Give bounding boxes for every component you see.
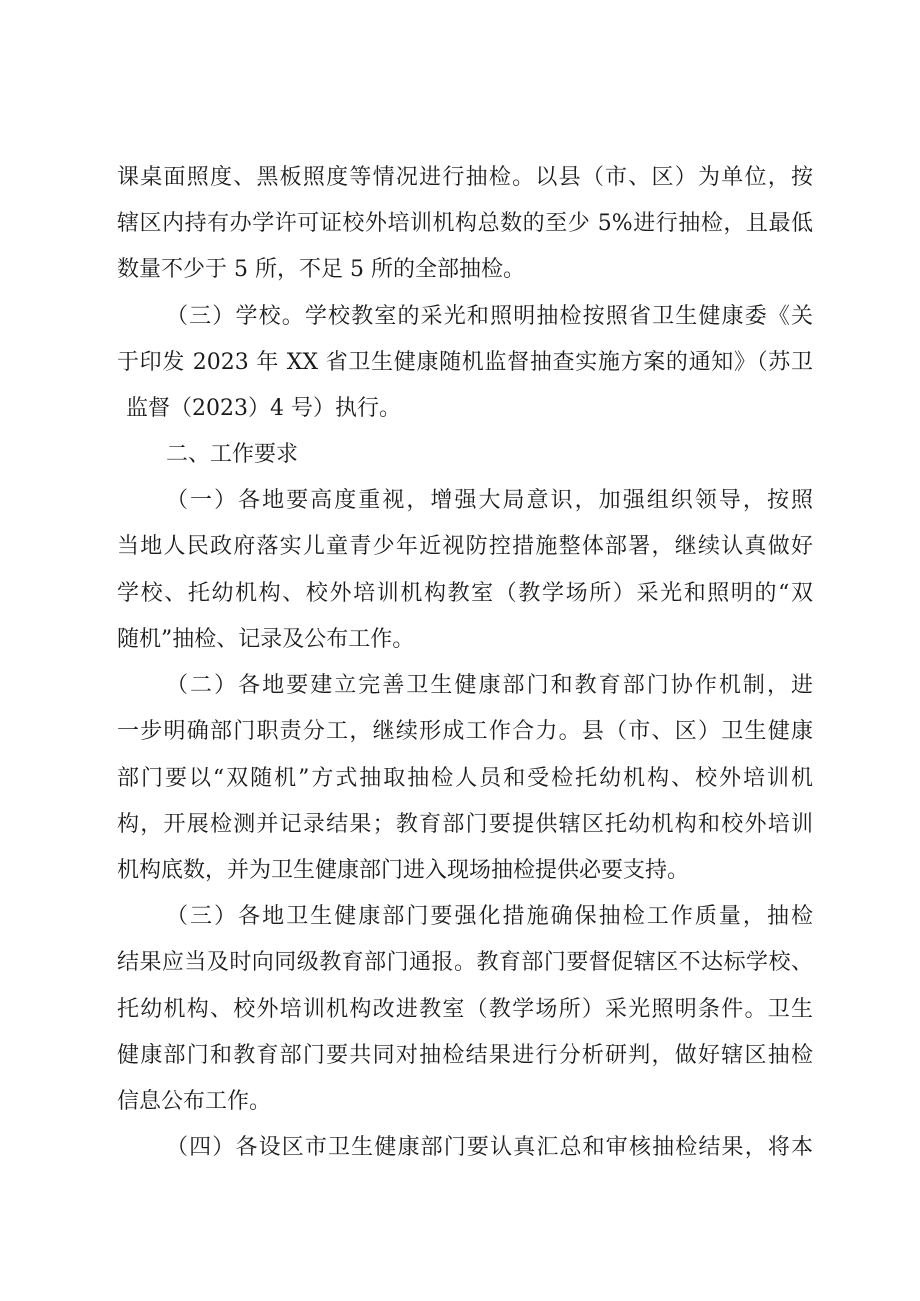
text-line: 结果应当及时向同级教育部门通报。教育部门要督促辖区不达标学校、 <box>117 950 813 975</box>
text-line: 一步明确部门职责分工，继续形成工作合力。县（市、区）卫生健康 <box>117 719 813 744</box>
text-line: 机构底数，并为卫生健康部门进入现场抽检提供必要支持。 <box>117 858 690 883</box>
paragraph-first-line: （三）各地卫生健康部门要强化措施确保抽检工作质量，抽检 <box>166 904 813 929</box>
text-line: 托幼机构、校外培训机构改进教室（教学场所）采光照明条件。卫生 <box>117 997 813 1022</box>
text-line: 课桌面照度、黑板照度等情况进行抽检。以县（市、区）为单位，按 <box>117 165 813 190</box>
paragraph-first-line: （四）各设区市卫生健康部门要认真汇总和审核抽检结果，将本 <box>166 1135 813 1160</box>
paragraph-first-line: （一）各地要高度重视，增强大局意识，加强组织领导，按照 <box>166 488 813 513</box>
text-line: 监督（2023）4 号）执行。 <box>126 396 401 421</box>
text-line: 当地人民政府落实儿童青少年近视防控措施整体部署，继续认真做好 <box>117 534 813 559</box>
text-line: 部门要以“双随机”方式抽取抽检人员和受检托幼机构、校外培训机 <box>117 766 813 791</box>
text-line: 于印发 2023 年 XX 省卫生健康随机监督抽查实施方案的通知》（苏卫 <box>117 350 813 375</box>
paragraph-first-line: （三）学校。学校教室的采光和照明抽检按照省卫生健康委《关 <box>166 304 813 329</box>
text-line: 随机”抽检、记录及公布工作。 <box>117 627 415 652</box>
text-line: 学校、托幼机构、校外培训机构教室（教学场所）采光和照明的“双 <box>117 581 813 606</box>
text-line: 信息公布工作。 <box>117 1089 272 1114</box>
text-line: 辖区内持有办学许可证校外培训机构总数的至少 5%进行抽检，且最低 <box>117 211 813 236</box>
text-line: 健康部门和教育部门要共同对抽检结果进行分析研判，做好辖区抽检 <box>117 1043 813 1068</box>
paragraph-first-line: （二）各地要建立完善卫生健康部门和教育部门协作机制，进 <box>166 673 813 698</box>
text-line: 数量不少于 5 所，不足 5 所的全部抽检。 <box>117 257 525 282</box>
text-line: 构，开展检测并记录结果；教育部门要提供辖区托幼机构和校外培训 <box>117 812 813 837</box>
section-heading: 二、工作要求 <box>166 442 299 467</box>
